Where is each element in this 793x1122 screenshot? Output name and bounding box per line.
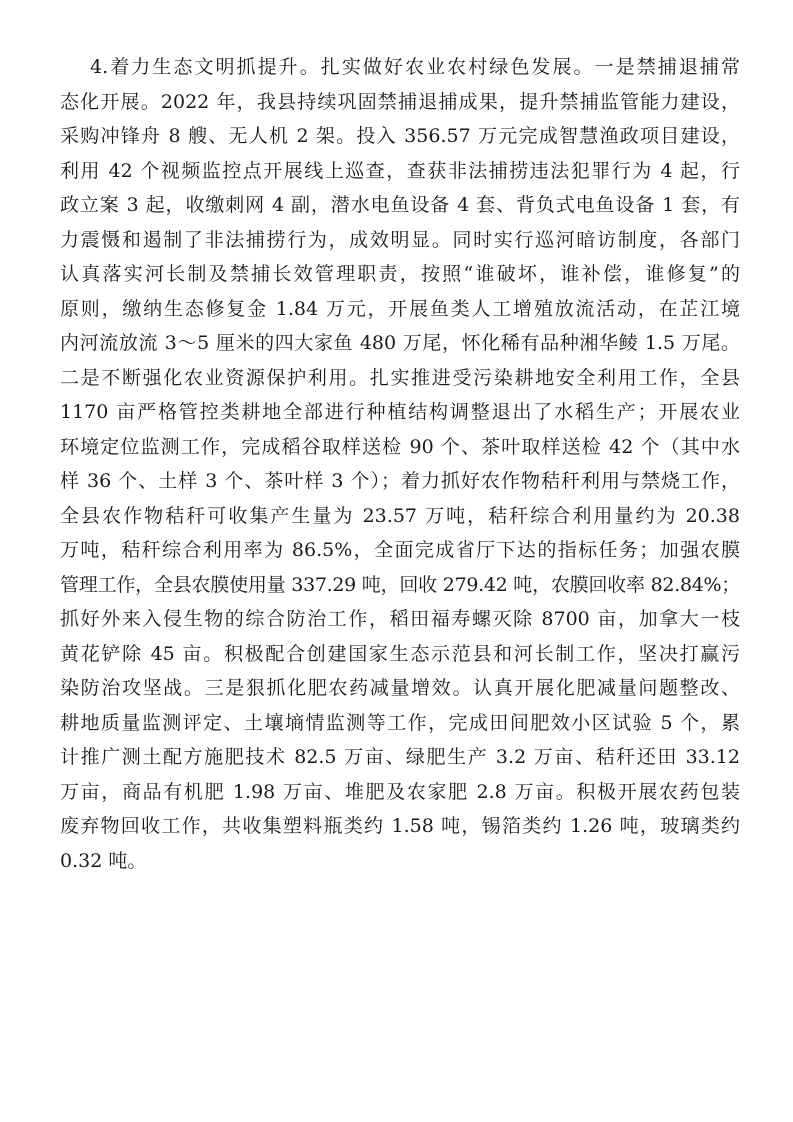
- paragraph-line: 认真落实河长制及禁捕长效管理职责，按照“谁破坏，谁补偿，谁修复”的: [60, 263, 740, 285]
- paragraph-line: 耕地质量监测评定、土壤墒情监测等工作，完成田间肥效小区试验 5 个，累: [60, 711, 740, 734]
- paragraph-line: 全县农作物秸秆可收集产生量为 23.57 万吨，秸秆综合利用量约为 20.38: [60, 504, 740, 527]
- paragraph-line: 4.着力生态文明抓提升。扎实做好农业农村绿色发展。一是禁捕退捕常: [90, 56, 740, 78]
- body-paragraph: [60, 50, 740, 878]
- paragraph-line: 利用 42 个视频监控点开展线上巡查，查获非法捕捞违法犯罪行为 4 起，行: [60, 159, 740, 182]
- paragraph-line: 管理工作，全县农膜使用量 337.29 吨，回收 279.42 吨，农膜回收率 82.84%；: [60, 573, 740, 596]
- paragraph-line: 万亩，商品有机肥 1.98 万亩、堆肥及农家肥 2.8 万亩。积极开展农药包装: [60, 780, 740, 803]
- paragraph-line: 抓好外来入侵生物的综合防治工作，稻田福寿螺灭除 8700 亩，加拿大一枝: [60, 608, 740, 630]
- paragraph-line: 计推广测土配方施肥技术 82.5 万亩、绿肥生产 3.2 万亩、秸秆还田 33.12: [60, 746, 740, 768]
- paragraph-line: 样 36 个、土样 3 个、茶叶样 3 个）；着力抓好农作物秸秆利用与禁烧工作，: [60, 470, 740, 492]
- paragraph-line: 环境定位监测工作，完成稻谷取样送检 90 个、茶叶取样送检 42 个（其中水: [60, 435, 740, 458]
- paragraph-line: 原则，缴纳生态修复金 1.84 万元，开展鱼类人工增殖放流活动，在芷江境: [60, 297, 740, 320]
- paragraph-line: 采购冲锋舟 8 艘、无人机 2 架。投入 356.57 万元完成智慧渔政项目建设，: [60, 125, 740, 147]
- paragraph-line: 染防治攻坚战。三是狠抓化肥农药减量增效。认真开展化肥减量问题整改、: [60, 677, 740, 699]
- paragraph-line: 内河流放流 3～5 厘米的四大家鱼 480 万尾，怀化稀有品种湘华鲮 1.5 万尾。: [60, 332, 740, 354]
- paragraph-line: 二是不断强化农业资源保护利用。扎实推进受污染耕地安全利用工作，全县: [60, 366, 740, 389]
- paragraph-line: 黄花铲除 45 亩。积极配合创建国家生态示范县和河长制工作，坚决打赢污: [60, 642, 740, 665]
- paragraph-line: 1170 亩严格管控类耕地全部进行种植结构调整退出了水稻生产；开展农业: [60, 401, 740, 423]
- paragraph-line: 0.32 吨。: [60, 849, 147, 872]
- paragraph-line: 政立案 3 起，收缴刺网 4 副，潜水电鱼设备 4 套、背负式电鱼设备 1 套，有: [60, 194, 740, 216]
- paragraph-line: 态化开展。2022 年，我县持续巩固禁捕退捕成果，提升禁捕监管能力建设，: [60, 90, 740, 113]
- paragraph-line: 万吨，秸秆综合利用率为 86.5%，全面完成省厅下达的指标任务；加强农膜: [60, 539, 740, 561]
- paragraph-line: 力震慑和遏制了非法捕捞行为，成效明显。同时实行巡河暗访制度，各部门: [60, 228, 740, 251]
- paragraph-line: 废弃物回收工作，共收集塑料瓶类约 1.58 吨，锡箔类约 1.26 吨，玻璃类约: [60, 815, 740, 837]
